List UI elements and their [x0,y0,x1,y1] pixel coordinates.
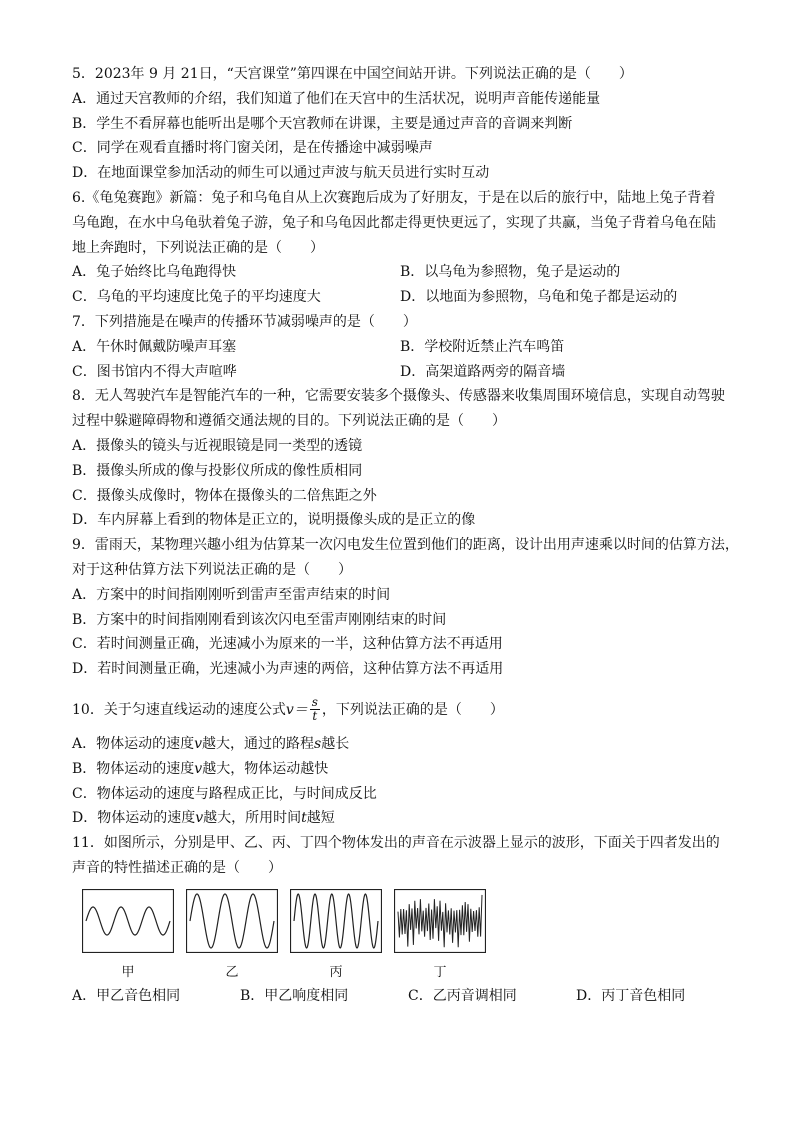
q11-stem-line-1: 11．如图所示，分别是甲、乙、丙、丁四个物体发出的声音在示波器上显示的波形，下面关于四者发出的 [72,835,720,852]
waveform-bing [290,889,394,980]
q10-option-d [72,806,728,831]
q10-option-a-var-s: s [314,735,322,752]
q10-option-b-text-1: B．物体运动的速度 [72,760,195,777]
q6-stem-line-1: 6.《龟兔赛跑》新篇：兔子和乌龟自从上次赛跑后成为了好朋友，于是在以后的旅行中，陆地上兔子背着 [72,189,716,206]
q8-option-d: D．车内屏幕上看到的物体是正立的，说明摄像头成的是正立的像 [72,512,476,529]
waveform-ding-graphic [394,889,486,953]
q10-option-d-text-2: 越大，所用时间 [203,810,302,827]
q9-stem-line-2: 对于这种估算方法下列说法正确的是（ ） [72,561,352,578]
waveform-yi [186,889,290,980]
q11-option-d: D．丙丁音色相同 [576,987,686,1004]
q10-stem-suffix: ，下列说法正确的是（ ） [321,701,504,718]
q10-option-d-text-3: 越短 [306,810,335,827]
q10-option-c [72,782,728,807]
q9-option-d: D．若时间测量正确，光速减小为声速的两倍，这种估算方法不再适用 [72,661,504,678]
q11-stem-line-2: 声音的特性描述正确的是（ ） [72,859,282,876]
q6-stem-line-2: 乌龟跑，在水中乌龟驮着兔子游，兔子和乌龟因此都走得更快更远了，实现了共赢，当兔子背着乌龟在陆 [72,214,716,231]
waveform-label-bing: 丙 [329,964,343,980]
q10-option-a-text-3: 越长 [321,735,350,752]
q6-option-d: D．以地面为参照物，乌龟和兔子都是运动的 [400,289,678,306]
q10-formula-numerator: s [311,695,318,710]
q8-option-b: B．摄像头所成的像与投影仪所成的像性质相同 [72,462,363,479]
q10-option-d-text-1: D．物体运动的速度 [72,810,196,827]
q11-option-a: A．甲乙音色相同 [72,987,181,1004]
q7-options-row-2 [72,360,728,385]
q11-option-c: C．乙丙音调相同 [408,987,517,1004]
q10-option-d-var-t: t [301,810,307,827]
q5-option-c: C．同学在观看直播时将门窗关闭，是在传播途中减弱噪声 [72,140,433,157]
waveform-yi-graphic [186,889,278,953]
q6-option-b: B．以乌龟为参照物，兔子是运动的 [400,264,621,281]
q7-option-a: A．午休时佩戴防噪声耳塞 [72,338,237,355]
q6-option-a: A．兔子始终比乌龟跑得快 [72,264,237,281]
q10-option-a-var-v: v [194,735,203,752]
q10-formula-denominator: t [312,709,318,724]
q10-formula-lhs: v＝ [285,701,308,718]
waveform-ding [394,889,498,980]
q11-options-row [72,984,728,1009]
q7-option-d: D．高架道路两旁的隔音墙 [400,363,566,380]
q10-option-b-text-2: 越大，物体运动越快 [202,760,329,777]
q10-stem-prefix: 10．关于匀速直线运动的速度公式 [72,701,286,718]
waveform-jia-graphic [82,889,174,953]
q11-option-b: B．甲乙响度相同 [240,987,349,1004]
q10-option-b [72,757,728,782]
q6-options-row-2 [72,285,728,310]
exam-page [72,62,739,1009]
q10-option-a-text-1: A．物体运动的速度 [72,735,195,752]
q5-stem: 5．2023年 9 月 21日，“天宫课堂”第四课在中国空间站开讲。下列说法正确的是（ ） [72,66,633,82]
waveform-bing-graphic [290,889,382,953]
q9-option-a: A．方案中的时间指刚刚听到雷声至雷声结束的时间 [72,586,391,603]
waveform-label-ding: 丁 [433,964,447,980]
waveform-label-jia: 甲 [121,964,135,980]
q10-option-b-var-v: v [194,760,203,777]
q5-option-a: A．通过天宫教师的介绍，我们知道了他们在天宫中的生活状况，说明声音能传递能量 [72,90,601,107]
q7-stem: 7．下列措施是在噪声的传播环节减弱噪声的是（ ） [72,313,417,330]
q7-option-b: B．学校附近禁止汽车鸣笛 [400,338,565,355]
q10-option-c-text: C．物体运动的速度与路程成正比，与时间成反比 [72,785,377,802]
oscilloscope-waveforms [82,889,728,980]
q8-option-c: C．摄像头成像时，物体在摄像头的二倍焦距之外 [72,487,377,504]
waveform-label-yi: 乙 [225,964,239,980]
q9-stem-line-1: 9．雷雨天，某物理兴趣小组为估算某一次闪电发生位置到他们的距离，设计出用声速乘以时间的估算方法， [72,537,739,554]
q6-stem-line-3: 地上奔跑时，下列说法正确的是（ ） [72,239,324,256]
q9-option-b: B．方案中的时间指刚刚看到该次闪电至雷声刚刚结束的时间 [72,611,447,628]
q8-stem-line-1: 8．无人驾驶汽车是智能汽车的一种，它需要安装多个摄像头、传感器来收集周围环境信息，实现自动驾驶 [72,388,725,405]
q7-options-row-1 [72,335,728,360]
q10-option-a-text-2: 越大，通过的路程 [202,735,315,752]
q10-stem [72,692,728,728]
q10-formula-fraction [310,696,320,723]
q5-option-b: B．学生不看屏幕也能听出是哪个天宫教师在讲课，主要是通过声音的音调来判断 [72,115,573,132]
q8-stem-line-2: 过程中躲避障碍物和遵循交通法规的目的。下列说法正确的是（ ） [72,413,506,430]
q10-option-a [72,732,728,757]
q9-option-c: C．若时间测量正确，光速减小为原来的一半，这种估算方法不再适用 [72,636,503,653]
q6-option-c: C．乌龟的平均速度比兔子的平均速度大 [72,289,321,306]
waveform-jia [82,889,186,980]
q8-option-a: A．摄像头的镜头与近视眼镜是同一类型的透镜 [72,437,363,454]
q7-option-c: C．图书馆内不得大声喧哗 [72,363,237,380]
q5-option-d: D．在地面课堂参加活动的师生可以通过声波与航天员进行实时互动 [72,165,490,182]
q6-options-row-1 [72,260,728,285]
q10-option-d-var-v: v [195,810,204,827]
